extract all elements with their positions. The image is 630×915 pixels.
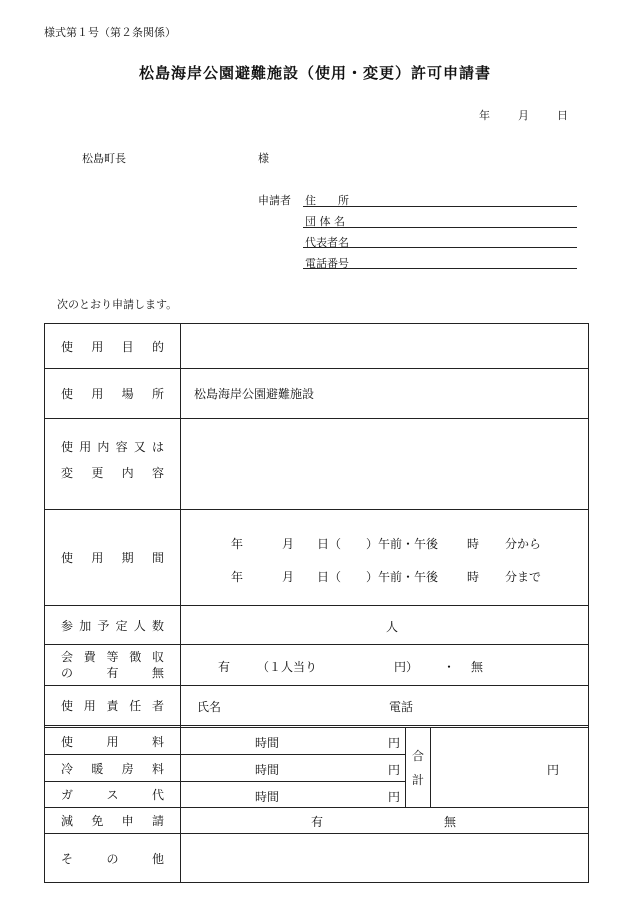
period-end-ampm: ）午前・午後 [366, 570, 439, 584]
responsible-label: 使 用 責 任 者 [61, 699, 164, 713]
row-divider [44, 644, 589, 645]
responsible-name-label: 氏名 [197, 700, 222, 714]
total-label-1: 合 [412, 749, 425, 763]
total-yen: 円 [547, 763, 560, 777]
exemption-label: 減 免 申 請 [61, 814, 164, 828]
addressee-name: 松島町長 [82, 152, 126, 165]
date-day: 日 [557, 109, 568, 122]
applicant-heading: 申請者 [258, 194, 291, 207]
other-label: そ の 他 [61, 851, 164, 866]
fees-per-person: （１人当り [257, 660, 318, 674]
group-line[interactable] [303, 227, 577, 228]
exemption-no[interactable]: 無 [444, 815, 457, 829]
page-title: 松島海岸公園避難施設（使用・変更）許可申請書 [138, 64, 491, 82]
period-start-day: 日（ [317, 537, 342, 551]
participants-unit: 人 [386, 620, 399, 634]
rep-line[interactable] [303, 247, 577, 248]
address-label: 住 所 [305, 194, 349, 207]
date-year: 年 [479, 109, 490, 122]
place-value: 松島海岸公園避難施設 [194, 387, 315, 401]
period-start-minute: 分から [505, 537, 542, 551]
gas-fee-yen: 円 [388, 790, 401, 804]
usage-fee-hours: 時間 [255, 736, 280, 750]
content-field[interactable] [181, 419, 588, 509]
phone-line[interactable] [303, 268, 577, 269]
fees-yen: 円） [394, 660, 419, 674]
period-start-month: 月 [282, 537, 295, 551]
fees-label-line1: 会 費 等 徴 収 [61, 649, 164, 664]
fees-yes[interactable]: 有 [218, 660, 231, 674]
form-number: 様式第１号（第２条関係） [44, 26, 176, 39]
period-end-month: 月 [282, 570, 295, 584]
ac-fee-label: 冷 暖 房 料 [61, 761, 164, 776]
addressee-honorific: 様 [258, 152, 269, 165]
phone-label: 電話番号 [305, 257, 349, 270]
content-label-line2: 変 更 内 容 [61, 465, 164, 480]
participants-label: 参 加 予 定 人 数 [61, 618, 164, 633]
group-label: 団 体 名 [305, 215, 345, 228]
total-label-2: 計 [412, 773, 425, 787]
gas-fee-label: ガ ス 代 [61, 788, 164, 802]
address-line[interactable] [303, 206, 577, 207]
gas-fee-hours: 時間 [255, 790, 280, 804]
exemption-yes[interactable]: 有 [311, 815, 324, 829]
fees-label-line2: の 有 無 [61, 665, 164, 680]
period-end-minute: 分まで [505, 570, 542, 584]
purpose-field[interactable] [181, 324, 588, 368]
fees-no[interactable]: 無 [471, 660, 484, 674]
place-label: 使 用 場 所 [61, 387, 164, 401]
content-label-line1: 使 用 内 容 又 は [61, 439, 164, 454]
table-col-divider [180, 323, 181, 883]
period-end-hour: 時 [467, 570, 480, 584]
other-field[interactable] [181, 834, 588, 882]
usage-fee-yen: 円 [388, 736, 401, 750]
usage-fee-label: 使 用 料 [61, 734, 164, 749]
rep-label: 代表者名 [305, 236, 349, 249]
purpose-label: 使 用 目 的 [61, 339, 164, 354]
date-month: 月 [518, 109, 529, 122]
period-start-ampm: ）午前・午後 [366, 537, 439, 551]
intro-text: 次のとおり申請します。 [57, 298, 178, 311]
period-end-day: 日（ [317, 570, 342, 584]
ac-fee-hours: 時間 [255, 763, 280, 777]
ac-fee-yen: 円 [388, 763, 401, 777]
responsible-phone-label: 電話 [389, 700, 414, 714]
fees-separator: ・ [443, 660, 456, 674]
period-start-hour: 時 [467, 537, 480, 551]
period-start-year: 年 [231, 537, 244, 551]
total-col-divider [430, 727, 431, 807]
period-label: 使 用 期 間 [61, 551, 164, 565]
period-end-year: 年 [231, 570, 244, 584]
fee-col-divider [405, 727, 406, 807]
row-divider [44, 725, 589, 726]
